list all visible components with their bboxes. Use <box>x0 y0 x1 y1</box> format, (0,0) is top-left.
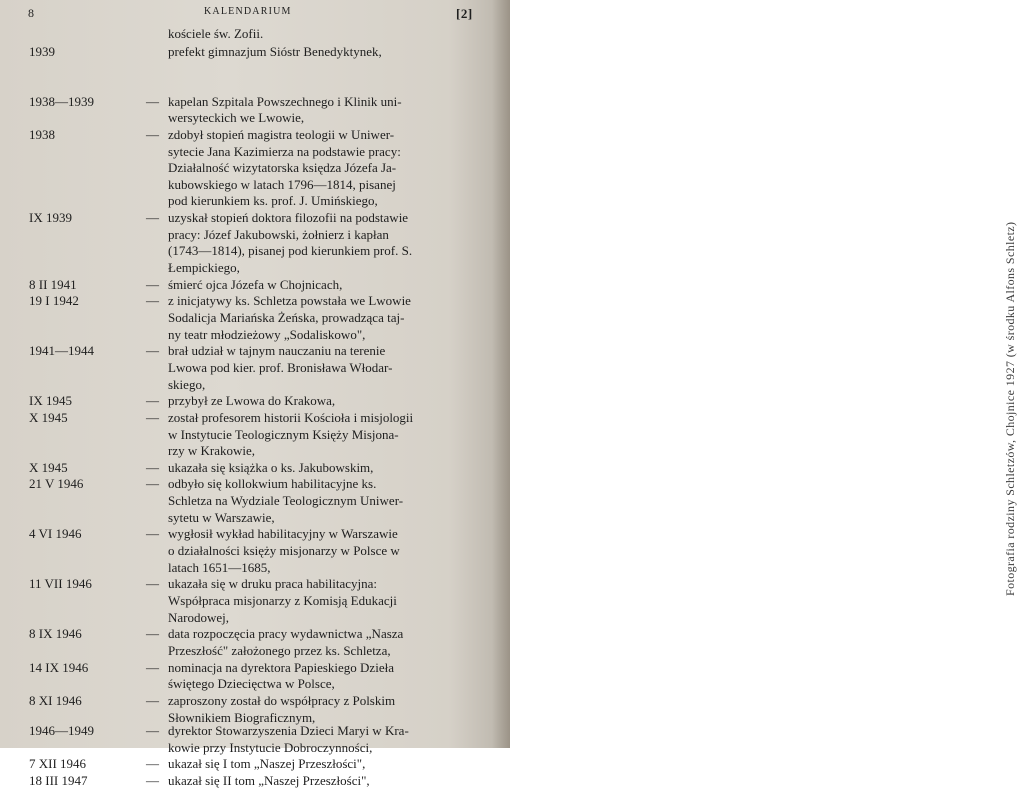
entry-date: 14 IX 1946 <box>29 660 89 675</box>
entry-text-line: wygłosił wykład habilitacyjny w Warszawie <box>168 526 398 541</box>
entry-date: IX 1939 <box>29 210 72 225</box>
entry-text-line: Łempickiego, <box>168 260 240 275</box>
entry-dash: — <box>146 626 159 641</box>
entry-text-line: śmierć ojca Józefa w Chojnicach, <box>168 277 343 292</box>
entry-dash: — <box>146 723 159 739</box>
entry-text-line: wersyteckich we Lwowie, <box>168 110 305 125</box>
entry-text-line: nominacja na dyrektora Papieskiego Dzieła <box>168 660 394 675</box>
entry-text-line: przybył ze Lwowa do Krakowa, <box>168 393 336 408</box>
entry-text-line: odbyło się kollokwium habilitacyjne ks. <box>168 476 377 491</box>
entry-text-line: został profesorem historii Kościoła i misjologii <box>168 410 414 425</box>
entry-text-line: zaproszony został do współpracy z Polskim <box>168 693 396 708</box>
entry-dash: — <box>146 756 159 772</box>
entry-text-line: Słownikiem Biograficznym, <box>168 710 316 725</box>
entry-date: 8 II 1941 <box>29 277 77 292</box>
entry-text-line: o działalności księży misjonarzy w Polsce w <box>168 543 400 558</box>
entry-text-line: (1743—1814), pisanej pod kierunkiem prof. S. <box>168 243 413 258</box>
entry-dash: — <box>146 393 159 408</box>
entry-text-line: kapelan Szpitala Powszechnego i Klinik uni- <box>168 94 402 109</box>
entry-text-line: Współpraca misjonarzy z Komisją Edukacji <box>168 593 397 608</box>
entry-dash: — <box>146 460 159 475</box>
entry-text-line: prefekt gimnazjum Sióstr Benedyktynek, <box>168 44 382 59</box>
entry-text-line: ukazała się książka o ks. Jakubowskim, <box>168 460 374 475</box>
entry-dash: — <box>146 127 159 142</box>
entry-text-line: Lwowa pod kier. prof. Bronisława Włodar- <box>168 360 393 375</box>
photo-caption: Fotografia rodziny Schletzów, Chojnice 1927 (w środku Alfons Schletz) <box>1003 221 1017 596</box>
entry-text-line: Działalność wizytatorska księdza Józefa Ja- <box>168 160 397 175</box>
entry-text-line: sytetu w Warszawie, <box>168 510 275 525</box>
entry-date: 1946—1949 <box>29 723 94 739</box>
entry-text-line: ukazała się w druku praca habilitacyjna: <box>168 576 377 591</box>
entry-text-line: brał udział w tajnym nauczaniu na terenie <box>168 343 386 358</box>
entry-text-line: uzyskał stopień doktora filozofii na podstawie <box>168 210 409 225</box>
entry-text-line: kościele św. Zofii. <box>168 26 264 41</box>
entry-text-line: ny teatr młodzieżowy „Sodaliskowo", <box>168 327 366 342</box>
entry-date: 19 I 1942 <box>29 293 79 308</box>
entry-text-line: ukazał się II tom „Naszej Przeszłości", <box>168 773 370 788</box>
entry-date: 7 XII 1946 <box>29 756 87 772</box>
entry-text-line: data rozpoczęcia pracy wydawnictwa „Nasza <box>168 626 404 641</box>
section-marker: [2] <box>456 6 473 21</box>
entry-dash: — <box>146 693 159 708</box>
entry-text-line: kubowskiego w latach 1796—1814, pisanej <box>168 177 396 192</box>
entry-dash: — <box>146 526 159 541</box>
entry-dash: — <box>146 773 159 788</box>
entry-date: 1938—1939 <box>29 94 94 109</box>
entry-text-line: pracy: Józef Jakubowski, żołnierz i kapłan <box>168 227 389 242</box>
entry-dash: — <box>146 343 159 358</box>
entry-text-line: pod kierunkiem ks. prof. J. Umińskiego, <box>168 193 378 208</box>
entry-dash: — <box>146 210 159 225</box>
entry-date: 4 VI 1946 <box>29 526 82 541</box>
entry-text-line: skiego, <box>168 377 206 392</box>
entry-date: X 1945 <box>29 460 68 475</box>
entry-dash: — <box>146 293 159 308</box>
entry-text-line: Przeszłość" założonego przez ks. Schletza, <box>168 643 391 658</box>
entry-dash: — <box>146 410 159 425</box>
entry-text-line: Sodalicja Mariańska Żeńska, prowadząca taj- <box>168 310 405 325</box>
running-title: KALENDARIUM <box>204 6 292 17</box>
entry-text-line: Schletza na Wydziale Teologicznym Uniwer- <box>168 493 404 508</box>
entry-text-line: z inicjatywy ks. Schletza powstała we Lwowie <box>168 293 411 308</box>
entry-date: 21 V 1946 <box>29 476 84 491</box>
page-number: 8 <box>28 6 35 20</box>
entry-text-line: sytecie Jana Kazimierza na podstawie pracy: <box>168 144 401 159</box>
entry-date: 18 III 1947 <box>29 773 88 788</box>
entry-dash: — <box>146 277 159 292</box>
entry-dash: — <box>146 660 159 675</box>
entry-text-line: świętego Dziecięctwa w Polsce, <box>168 676 335 691</box>
entry-text-line: dyrektor Stowarzyszenia Dzieci Maryi w Kra- <box>168 723 409 739</box>
right-blank-page <box>510 0 1024 748</box>
entry-date: IX 1945 <box>29 393 72 408</box>
entry-text-line: rzy w Krakowie, <box>168 443 255 458</box>
entry-text-line: zdobył stopień magistra teologii w Uniwer- <box>168 127 395 142</box>
entry-date: X 1945 <box>29 410 68 425</box>
entry-date: 1939 <box>29 44 55 59</box>
entry-date: 1941—1944 <box>29 343 94 358</box>
entry-text-line: kowie przy Instytucie Dobroczynności, <box>168 739 373 755</box>
entry-dash: — <box>146 476 159 491</box>
entry-text-line: ukazał się I tom „Naszej Przeszłości", <box>168 756 366 772</box>
entry-text-line: Narodowej, <box>168 610 230 625</box>
entry-dash: — <box>146 576 159 591</box>
entry-date: 8 IX 1946 <box>29 626 82 641</box>
entry-text-line: latach 1651—1685, <box>168 560 271 575</box>
entry-date: 11 VII 1946 <box>29 576 92 591</box>
entry-date: 1938 <box>29 127 55 142</box>
chronology-text <box>0 0 510 788</box>
entry-text-line: w Instytucie Teologicznym Księży Misjona- <box>168 427 399 442</box>
entry-date: 8 XI 1946 <box>29 693 82 708</box>
entry-dash: — <box>146 94 159 109</box>
